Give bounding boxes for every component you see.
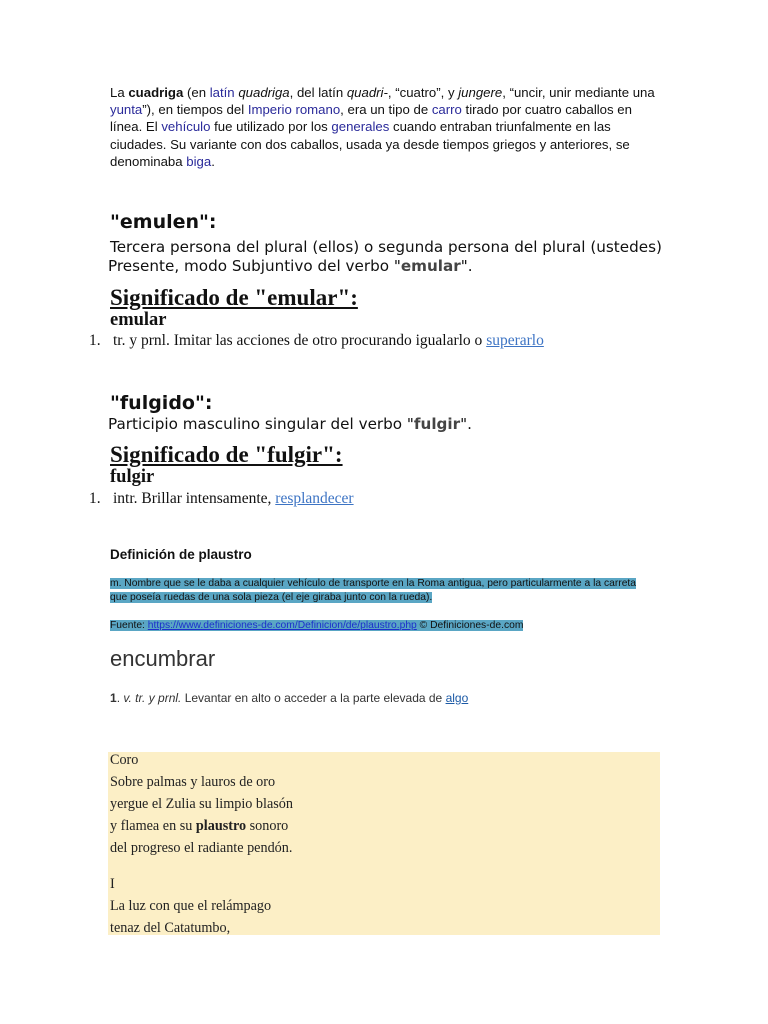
fulgido-description: [108, 415, 472, 434]
text: fue utilizado por los: [210, 119, 332, 135]
text: intr. Brillar intensamente,: [113, 490, 276, 507]
text: , “uncir, unir mediante una: [502, 85, 655, 100]
link-latin[interactable]: latín: [209, 85, 235, 100]
text: La: [110, 85, 129, 100]
link-yunta[interactable]: yunta: [110, 102, 143, 118]
poem-line: Coro: [110, 752, 139, 768]
significado-fulgir-title: Significado de "fulgir":: [110, 442, 343, 467]
emulen-heading: "emulen":: [110, 211, 217, 233]
significado-emular-word: emular: [110, 310, 167, 330]
link-carro[interactable]: carro: [431, 102, 462, 118]
source-label: Fuente:: [110, 620, 148, 631]
poem-line: del progreso el radiante pendón.: [110, 840, 293, 856]
text: Participio masculino singular del verbo ": [108, 415, 414, 433]
emulen-line1: Tercera persona del plural (ellos) o segunda persona del plural (ustedes): [110, 238, 662, 256]
link-vehiculo[interactable]: vehículo: [161, 119, 211, 135]
term-quadriga: quadriga: [238, 85, 290, 100]
text: sonoro: [246, 818, 289, 834]
plaustro-title: Definición de plaustro: [110, 547, 252, 562]
link-imperio-romano[interactable]: Imperio romano: [247, 102, 341, 118]
verb-fulgir: fulgir: [413, 415, 461, 433]
poem-line: Sobre palmas y lauros de oro: [110, 774, 276, 790]
text: cuando entraban triunfalmente en las ciudades. Su variante con dos caballos, usada ya desde tiempos griegos y anteriores, se denominaba: [110, 119, 630, 169]
term-quadri: quadri-: [346, 85, 388, 100]
encumbrar-definition: [110, 691, 468, 705]
term-jungere: jungere: [458, 85, 503, 100]
source-suffix: © Definiciones-de.com: [416, 620, 524, 631]
text: ".: [460, 257, 473, 275]
text: , era un tipo de: [340, 102, 432, 118]
verb-emular: emular: [400, 257, 461, 275]
text: tirado por cuatro caballos en línea. El: [110, 102, 632, 135]
poem-line: yergue el Zulia su limpio blasón: [110, 796, 293, 812]
significado-emular-definition: [89, 332, 544, 350]
poem-line: La luz con que el relámpago: [110, 898, 272, 914]
source-link[interactable]: https://www.definiciones-de.com/Definicion/de/plaustro.php: [147, 620, 417, 631]
list-number: 1.: [89, 490, 101, 507]
text: Levantar en alto o acceder a la parte elevada de: [181, 691, 446, 705]
grammar-tag: v. tr. y prnl.: [123, 691, 182, 705]
text: .: [211, 153, 215, 169]
term-plaustro: plaustro: [195, 818, 247, 834]
term-cuadriga: cuadriga: [128, 85, 184, 100]
emulen-line2: [108, 257, 670, 276]
significado-fulgir-definition: [89, 490, 354, 508]
text: , del latín: [289, 85, 347, 100]
text: Presente, modo Subjuntivo del verbo ": [108, 257, 401, 275]
text: ".: [460, 415, 472, 433]
text: y flamea en su: [110, 818, 196, 834]
highlighted-definition: m. Nombre que se le daba a cualquier vehículo de transporte en la Roma antigua, pero particularmente a la carreta que poseía ruedas de una sola pieza (el eje giraba junto con la rueda).: [110, 578, 637, 603]
source-highlight: [110, 620, 523, 631]
text: ”), en tiempos del: [142, 102, 248, 118]
poem-line: tenaz del Catatumbo,: [110, 920, 231, 936]
cuadriga-paragraph: [110, 84, 655, 170]
significado-fulgir-word: fulgir: [110, 467, 155, 487]
link-algo[interactable]: algo: [445, 691, 469, 705]
plaustro-source: [110, 619, 523, 633]
link-biga[interactable]: biga: [186, 153, 212, 169]
text: tr. y prnl. Imitar las acciones de otro procurando igualarlo o: [113, 332, 487, 349]
plaustro-definition: [110, 577, 655, 605]
encumbrar-title: encumbrar: [110, 646, 216, 671]
text: (en: [183, 85, 210, 100]
poem-line: [110, 818, 288, 835]
emulen-description: [110, 238, 670, 276]
poem-box: [108, 752, 660, 935]
definition-number: 1: [110, 691, 117, 705]
poem-stanza-number: I: [110, 876, 115, 892]
link-resplandecer[interactable]: resplandecer: [275, 490, 354, 507]
significado-emular-title: Significado de "emular":: [110, 285, 358, 310]
text: , “cuatro”, y: [387, 85, 459, 100]
text: .: [116, 691, 124, 705]
fulgido-heading: "fulgido":: [110, 392, 213, 414]
link-generales[interactable]: generales: [331, 119, 390, 135]
link-superarlo[interactable]: superarlo: [486, 332, 544, 349]
list-number: 1.: [89, 332, 101, 349]
